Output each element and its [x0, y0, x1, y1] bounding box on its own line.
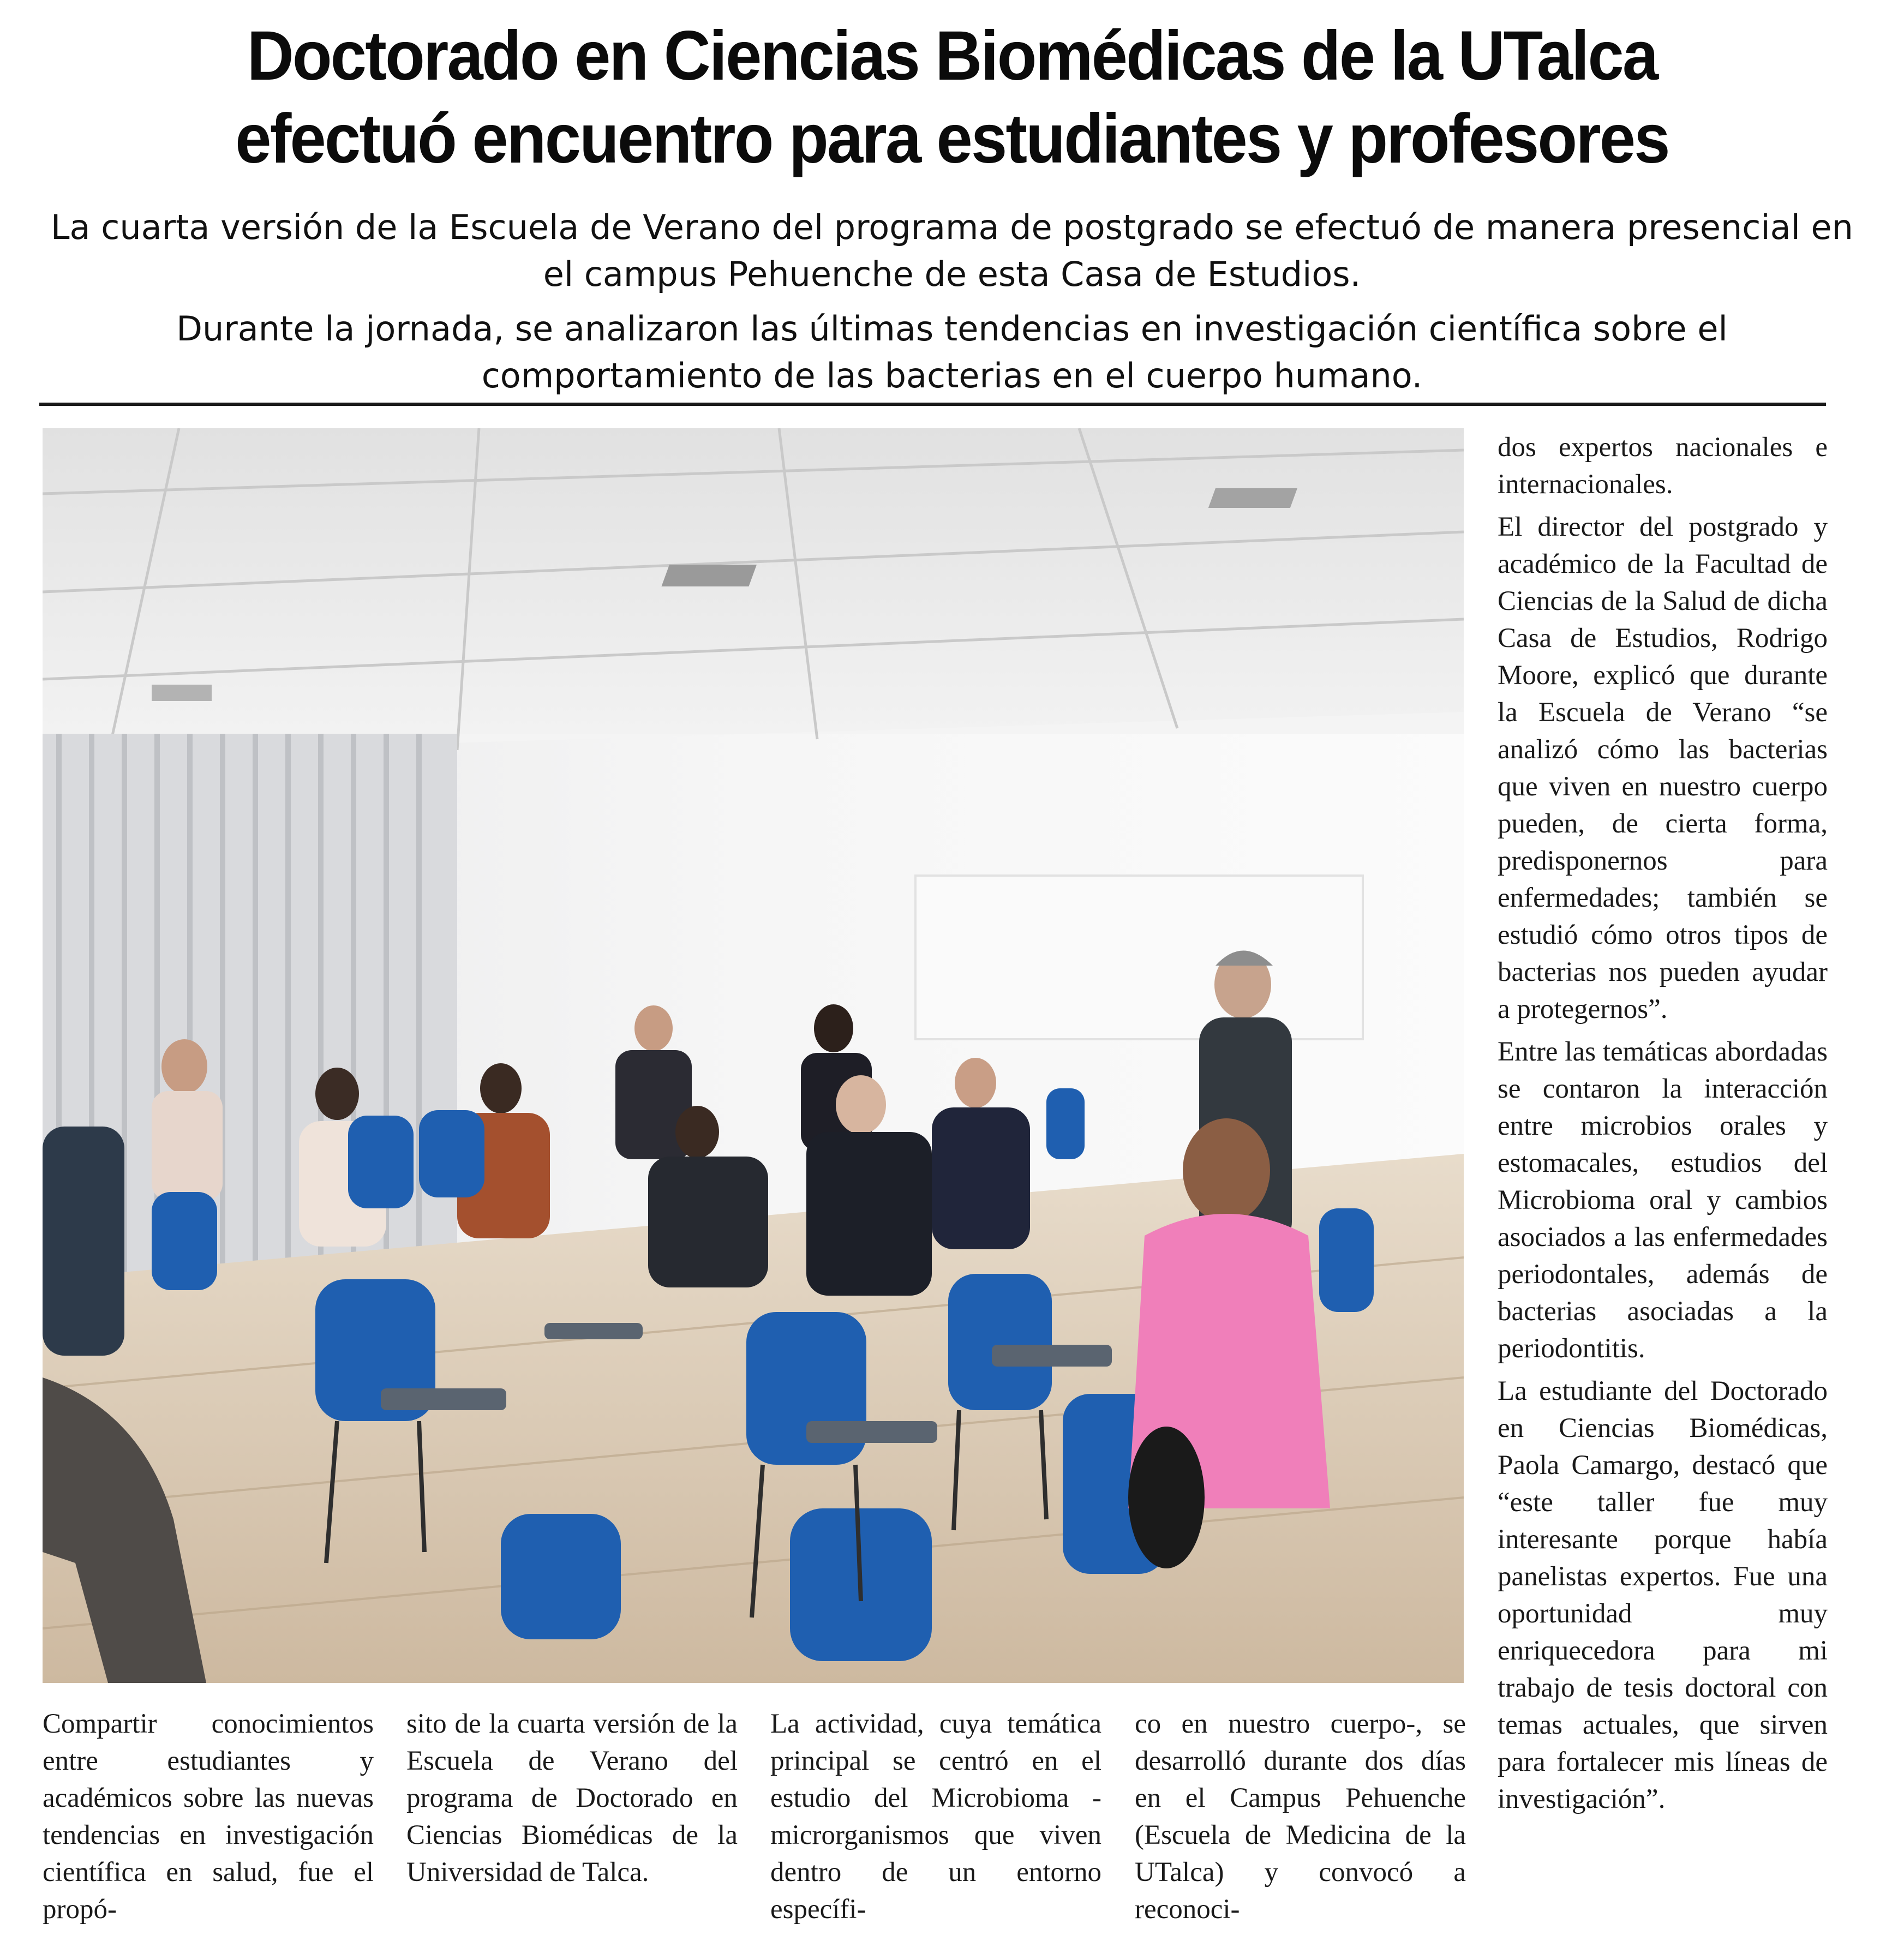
subtitle-paragraph-1: La cuarta versión de la Escuela de Verano del programa de postgrado se efectuó de manera presencial en el campus Pehuenche de esta Casa de Estudios. [51, 207, 1853, 294]
right-col-paragraph-2: El director del postgrado y académico de la Facultad de Ciencias de la Salud de dicha Casa de Estudios, Rodrigo Moore, explicó que durante la Escuela de Verano “se analizó cómo las bacterias que viven en nuestro cuerpo pueden, de cierta forma, predisponernos para enfermedades; también se estudió cómo otros tipos de bacterias nos pueden ayudar a protegernos”. [1498, 512, 1828, 1025]
header-divider [39, 403, 1826, 406]
bottom-col-3-text: La actividad, cuya temática principal se centró en el estudio del Microbioma -microrganismos que viven dentro de un entorno específi- [770, 1709, 1101, 1925]
bottom-text-column-1 [43, 1705, 374, 1928]
bottom-text-column-4 [1135, 1705, 1466, 1928]
headline-line-1: Doctorado en Ciencias Biomédicas de la UTalca [247, 17, 1657, 95]
bottom-col-1-text: Compartir conocimientos entre estudiantes y académicos sobre las nuevas tendencias en investigación científica en salud, fue el propó- [43, 1709, 374, 1925]
bottom-text-column-3 [770, 1705, 1101, 1928]
bottom-col-2-text: sito de la cuarta versión de la Escuela de Verano del programa de Doctorado en Ciencias Biomédicas de la Universidad de Talca. [406, 1709, 738, 1888]
right-col-paragraph-3: Entre las temáticas abordadas se contaron la interacción entre microbios orales y estomacales, estudios del Microbioma oral y cambios asociados a las enfermedades periodontales, además de bacterias asociadas a la periodontitis. [1498, 1037, 1828, 1364]
headline-line-2: efectuó encuentro para estudiantes y profesores [235, 100, 1669, 178]
right-text-column [1498, 429, 1828, 1818]
bottom-text-column-2 [406, 1705, 738, 1891]
article-photo [43, 428, 1464, 1683]
right-col-paragraph-1: dos expertos nacionales e internacionales. [1498, 432, 1828, 500]
right-col-paragraph-4: La estudiante del Doctorado en Ciencias Biomédicas, Paola Camargo, destacó que “este taller fue muy interesante porque había panelistas expertos. Fue una oportunidad muy enriquecedora para mi trabajo de tesis doctoral con temas actuales, que sirven para fortalecer mis líneas de investigación”. [1498, 1376, 1828, 1814]
subtitle-paragraph-2: Durante la jornada, se analizaron las últimas tendencias en investigación científica sobre el comportamiento de las bacterias en el cuerpo humano. [176, 309, 1728, 396]
bottom-col-4-text: co en nuestro cuerpo-, se desarrolló durante dos días en el Campus Pehuenche (Escuela de Medicina de la UTalca) y convocó a reconoci- [1135, 1709, 1466, 1925]
